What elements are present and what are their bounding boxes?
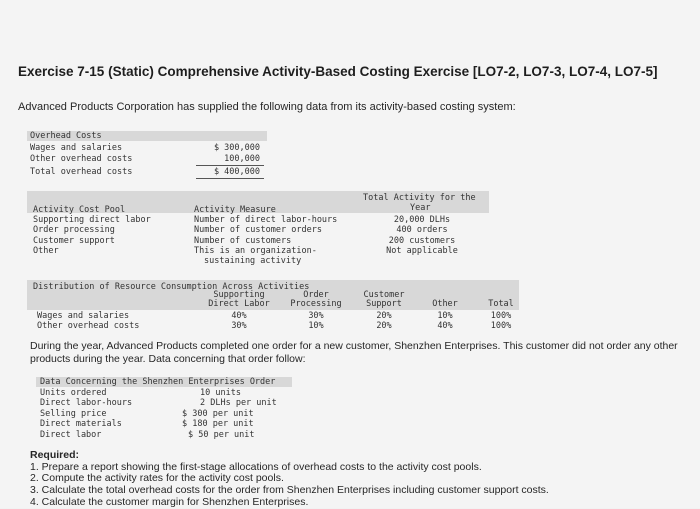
activity-total: 400 orders bbox=[396, 225, 448, 235]
order-row-label: Selling price bbox=[40, 409, 107, 419]
activity-pool: Order processing bbox=[33, 225, 115, 235]
distribution-col-header: Total bbox=[488, 299, 514, 309]
distribution-col-header: Processing bbox=[290, 299, 342, 309]
distribution-cell: 30% bbox=[308, 311, 324, 321]
order-row-label: Direct labor bbox=[40, 430, 102, 440]
activity-col3-header: Total Activity for the bbox=[363, 193, 476, 203]
order-row-label: Units ordered bbox=[40, 388, 107, 398]
activity-measure: sustaining activity bbox=[204, 256, 302, 266]
activity-total: 20,000 DLHs bbox=[393, 215, 451, 225]
order-row-value: 2 DLHs per unit bbox=[200, 398, 277, 408]
order-paragraph: During the year, Advanced Products completed one order for a new customer, Shenzhen Enterprises. This customer did not order any other products during the year. Data concerning that order follow: bbox=[30, 340, 678, 365]
distribution-col-header: Customer bbox=[363, 290, 405, 300]
overhead-row-value: $ 300,000 bbox=[213, 143, 260, 153]
activity-total: 200 customers bbox=[388, 236, 456, 246]
order-row-value: $ 50 per unit bbox=[188, 430, 255, 440]
distribution-cell: 100% bbox=[490, 311, 512, 321]
overhead-row-label: Wages and salaries bbox=[30, 143, 123, 153]
distribution-cell: 100% bbox=[490, 321, 512, 331]
distribution-col-header: Support bbox=[366, 299, 402, 309]
overhead-total-rule bbox=[196, 178, 264, 179]
required-item: 2. Compute the activity rates for the activity cost pools. bbox=[30, 472, 284, 485]
distribution-cell: 10% bbox=[437, 311, 453, 321]
overhead-header: Overhead Costs bbox=[30, 131, 102, 141]
activity-measure: Number of direct labor-hours bbox=[194, 215, 338, 225]
overhead-subtotal-rule bbox=[196, 165, 264, 166]
distribution-col-header: Direct Labor bbox=[208, 299, 270, 309]
activity-total: Not applicable bbox=[386, 246, 458, 256]
order-row-value: $ 300 per unit bbox=[182, 409, 254, 419]
required-item: 1. Prepare a report showing the first-stage allocations of overhead costs to the activity cost pools. bbox=[30, 460, 482, 473]
activity-pool: Customer support bbox=[33, 236, 115, 246]
distribution-cell: 10% bbox=[308, 321, 324, 331]
distribution-row-label: Wages and salaries bbox=[37, 311, 130, 321]
overhead-row-label: Other overhead costs bbox=[30, 154, 133, 164]
activity-col3-header: Year bbox=[410, 203, 431, 213]
activity-col1-header: Activity Cost Pool bbox=[33, 205, 126, 215]
overhead-row-value: 100,000 bbox=[224, 154, 260, 164]
required-heading: Required: bbox=[30, 449, 80, 461]
order-row-label: Direct materials bbox=[40, 419, 122, 429]
distribution-cell: 20% bbox=[376, 311, 392, 321]
order-row-label: Direct labor-hours bbox=[40, 398, 133, 408]
order-row-value: 10 units bbox=[200, 388, 241, 398]
distribution-col-header: Order bbox=[303, 290, 329, 300]
required-item: 4. Calculate the customer margin for Shenzhen Enterprises. bbox=[30, 495, 309, 508]
intro-text: Advanced Products Corporation has supplied the following data from its activity-based costing system: bbox=[18, 101, 516, 113]
required-item: 3. Calculate the total overhead costs for the order from Shenzhen Enterprises including customer support costs. bbox=[30, 484, 549, 497]
exercise-title: Exercise 7-15 (Static) Comprehensive Activity-Based Costing Exercise [LO7-2, LO7-3, LO7-4, LO7-5] bbox=[18, 64, 658, 79]
activity-col2-header: Activity Measure bbox=[194, 205, 276, 215]
distribution-col-header: Other bbox=[432, 299, 458, 309]
distribution-col-header: Supporting bbox=[213, 290, 265, 300]
order-row-value: $ 180 per unit bbox=[182, 419, 254, 429]
distribution-cell: 40% bbox=[231, 311, 247, 321]
activity-measure: Number of customers bbox=[194, 236, 292, 246]
overhead-row-label: Total overhead costs bbox=[30, 167, 133, 177]
order-header: Data Concerning the Shenzhen Enterprises Order bbox=[40, 377, 276, 387]
distribution-cell: 20% bbox=[376, 321, 392, 331]
activity-measure: This is an organization- bbox=[194, 246, 317, 256]
activity-measure: Number of customer orders bbox=[194, 225, 322, 235]
required-section bbox=[30, 450, 549, 509]
distribution-cell: 30% bbox=[231, 321, 247, 331]
distribution-cell: 40% bbox=[437, 321, 453, 331]
overhead-row-value: $ 400,000 bbox=[213, 167, 260, 177]
activity-pool: Supporting direct labor bbox=[33, 215, 151, 225]
activity-pool: Other bbox=[33, 246, 59, 256]
distribution-title: Distribution of Resource Consumption Across Activities bbox=[33, 282, 310, 292]
distribution-row-label: Other overhead costs bbox=[37, 321, 140, 331]
